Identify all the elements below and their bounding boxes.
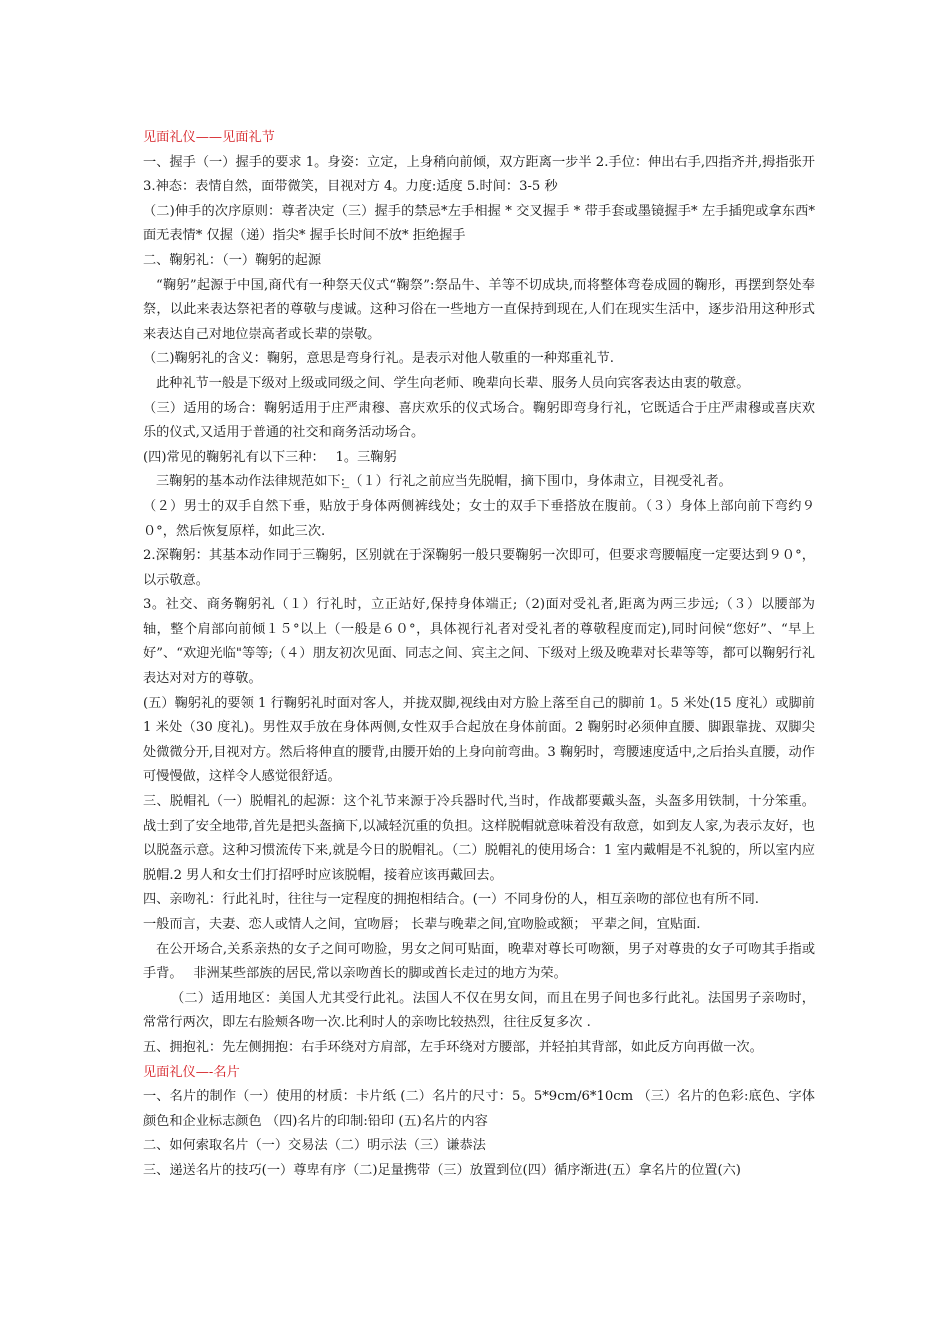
section-heading-business-card: 见面礼仪—-名片	[143, 1064, 240, 1080]
paragraph-hat-removal: 三、脱帽礼（一）脱帽礼的起源：这个礼节来源于冷兵器时代,当时，作战都要戴头盔，头盔多用铁制，十分笨重。战士到了安全地带,首先是把头盔摘下,以减轻沉重的负担。这样脱帽就意味着没有敌意，如到友人家,为表示友好，也以脱盔示意。这种习惯流传下来,就是今日的脱帽礼。（二）脱帽礼的使用场合：1 室内戴帽是不礼貌的，所以室内应脱帽.2 男人和女士们打招呼时应该脱帽，接着应该再戴回去。	[143, 794, 815, 883]
paragraph-bow-meaning: （二)鞠躬礼的含义：鞠躬，意思是弯身行礼。是表示对他人敬重的一种郑重礼节.	[143, 351, 614, 367]
paragraph-card-giving: 三、递送名片的技巧(一）尊卑有序（二)足量携带（三）放置到位(四）循序渐进(五）拿名片的位置(六)	[143, 1162, 741, 1178]
paragraph-hug: 五、拥抱礼：先左侧拥抱：右手环绕对方肩部，左手环绕对方腰部，并轻拍其背部，如此反方向再做一次。	[143, 1039, 763, 1055]
paragraph-bow-usage: 此种礼节一般是下级对上级或同级之间、学生向老师、晚辈向长辈、服务人员向宾客表达由衷的敬意。	[156, 375, 750, 391]
section-heading-greeting-etiquette: 见面礼仪——见面礼节	[143, 130, 275, 145]
paragraph-kiss-regions: （二）适用地区：美国人尤其受行此礼。法国人不仅在男女间，而且在男子间也多行此礼。法国男子亲吻时，常常行两次，即左右脸颊各吻一次.比利时人的亲吻比较热烈，往往反复多次 .	[143, 990, 815, 1031]
paragraph-card-making: 一、名片的制作（一）使用的材质：卡片纸 (二）名片的尺寸：5。5*9cm/6*10cm （三）名片的色彩:底色、字体颜色和企业标志颜色 （四)名片的印制:铅印 (五)名片的内容	[143, 1089, 815, 1129]
paragraph-three-bows-cont: （２）男士的双手自然下垂，贴放于身体两侧裤线处；女士的双手下垂搭放在腹前。（３）身体上部向前下弯约９０°，然后恢复原样，如此三次.	[143, 498, 815, 539]
paragraph-social-bow: 3。社交、商务鞠躬礼（１）行礼时，立正站好,保持身体端正;（2)面对受礼者,距离为两三步远;（３）以腰部为轴，整个肩部向前倾１５°以上（一般是６０°，具体视行礼者对受礼者的尊敬程度而定),同时问候“您好”、“早上好”、“欢迎光临"等等;（４）朋友初次见面、同志之间、宾主之间、下级对上级及晚辈对长辈等等，都可以鞠躬行礼表达对对方的尊敬。	[143, 597, 815, 687]
paragraph-three-bows: 三鞠躬的基本动作法律规范如下: ̲（１）行礼之前应当先脱帽，摘下围巾，身体肃立，目视受礼者。	[156, 474, 732, 490]
paragraph-deep-bow: 2.深鞠躬：其基本动作同于三鞠躬，区别就在于深鞠躬一般只要鞠躬一次即可，但要求弯腰幅度一定要达到９０°，以示敬意。	[143, 548, 815, 588]
paragraph-card-request: 二、如何索取名片（一）交易法（二）明示法（三）谦恭法	[143, 1138, 486, 1154]
paragraph-kiss-public: 在公开场合,关系亲热的女子之间可吻脸，男女之间可贴面，晚辈对尊长可吻额，男子对尊贵的女子可吻其手指或手背。 非洲某些部族的居民,常以亲吻酋长的脚或酋长走过的地方为荣。	[143, 941, 815, 982]
paragraph-bow-occasions: （三）适用的场合：鞠躬适用于庄严肃穆、喜庆欢乐的仪式场合。鞠躬即弯身行礼，它既适合于庄严肃穆或喜庆欢乐的仪式,又适用于普通的社交和商务活动场合。	[143, 400, 815, 441]
paragraph-handshake: 一、握手（一）握手的要求 1。身姿：立定，上身稍向前倾，双方距离一步半 2.手位：伸出右手,四指齐并,拇指张开 3.神态：表情自然，面带微笑，目视对方 4。力度:适度 5.时间：3-5 秒	[143, 154, 815, 195]
paragraph-kiss-general: 一般而言，夫妻、恋人或情人之间，宜吻唇； 长辈与晚辈之间,宜吻脸或额； 平辈之间，宜贴面.	[143, 917, 701, 932]
paragraph-kiss: 四、亲吻礼：行此礼时，往往与一定程度的拥抱相结合。(一）不同身份的人，相互亲吻的部位也有所不同.	[143, 892, 759, 908]
paragraph-bow-origin: “鞠躬”起源于中国,商代有一种祭天仪式“鞠祭”:祭品牛、羊等不切成块,而将整体弯卷成圆的鞠形，再摆到祭处奉祭，以此来表达祭祀者的尊敬与虔诚。这种习俗在一些地方一直保持到现在,人们在现实生活中，逐步沿用这种形式来表达自己对地位崇高者或长辈的崇敬。	[143, 277, 815, 342]
document-body	[143, 126, 815, 1184]
paragraph-bow-types: (四)常见的鞠躬礼有以下三种： 1。三鞠躬	[143, 449, 397, 465]
paragraph-bow-heading: 二、鞠躬礼：（一）鞠躬的起源	[143, 252, 322, 268]
paragraph-bow-essentials: (五）鞠躬礼的要领 1 行鞠躬礼时面对客人，并拢双脚,视线由对方脸上落至自己的脚前 1。5 米处(15 度礼）或脚前 1 米处（30 度礼)。男性双手放在身体两侧,女性双手合起放在身体前面。2 鞠躬时必须伸直腰、脚跟靠拢、双脚尖处微微分开,目视对方。然后将伸直的腰背,由腰开始的上身向前弯曲。3 鞠躬时，弯腰速度适中,之后抬头直腰，动作可慢慢做，这样令人感觉很舒适。	[143, 695, 815, 785]
paragraph-handshake-order: （二)伸手的次序原则：尊者决定（三）握手的禁忌*左手相握 * 交叉握手 * 带手套或墨镜握手* 左手插兜或拿东西* 面无表情* 仅握（递）指尖* 握手长时间不放* 拒绝握手	[143, 203, 815, 244]
